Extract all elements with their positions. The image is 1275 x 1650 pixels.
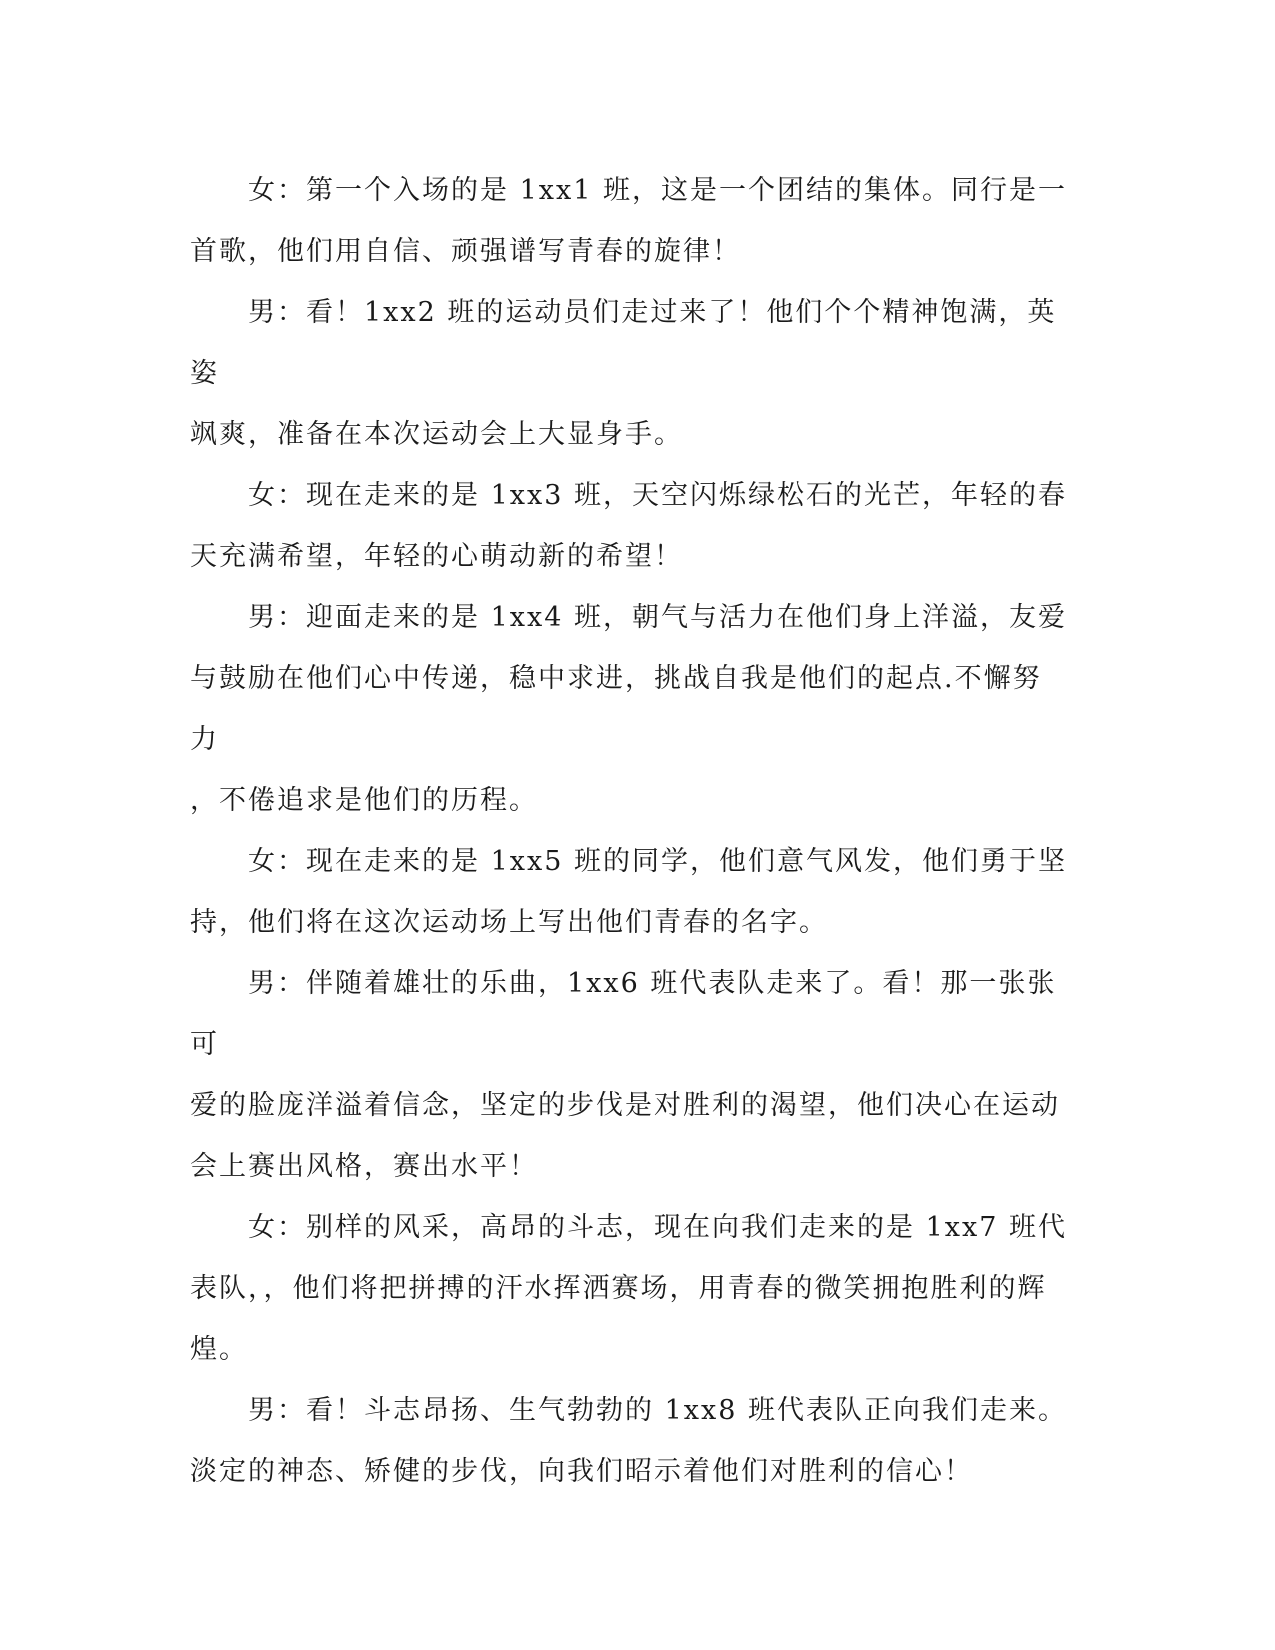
paragraph-1: 女：第一个入场的是 1xx1 班，这是一个团结的集体。同行是一 首歌，他们用自信、顽强谱写青春的旋律！ xyxy=(190,175,1067,267)
paragraph-8: 男：看！斗志昂扬、生气勃勃的 1xx8 班代表队正向我们走来。 淡定的神态、矫健的步伐，向我们昭示着他们对胜利的信心！ xyxy=(190,1395,1067,1487)
paragraph-7: 女：别样的风采，高昂的斗志，现在向我们走来的是 1xx7 班代 表队，，他们将把拼搏的汗水挥洒赛场，用青春的微笑拥抱胜利的辉 煌。 xyxy=(190,1212,1067,1365)
document-body xyxy=(190,160,1070,1502)
paragraph-6: 男：伴随着雄壮的乐曲，1xx6 班代表队走来了。看！那一张张可 爱的脸庞洋溢着信念，坚定的步伐是对胜利的渴望，他们决心在运动 会上赛出风格，赛出水平！ xyxy=(190,968,1060,1182)
paragraph-2: 男：看！1xx2 班的运动员们走过来了！他们个个精神饱满，英姿 飒爽，准备在本次运动会上大显身手。 xyxy=(190,297,1057,450)
paragraph-3: 女：现在走来的是 1xx3 班，天空闪烁绿松石的光芒，年轻的春 天充满希望，年轻的心萌动新的希望！ xyxy=(190,480,1067,572)
paragraph-5: 女：现在走来的是 1xx5 班的同学，他们意气风发，他们勇于坚 持，他们将在这次运动场上写出他们青春的名字。 xyxy=(190,846,1067,938)
paragraph-4: 男：迎面走来的是 1xx4 班，朝气与活力在他们身上洋溢，友爱 与鼓励在他们心中传递，稳中求进，挑战自我是他们的起点.不懈努力 ，不倦追求是他们的历程。 xyxy=(190,602,1067,816)
